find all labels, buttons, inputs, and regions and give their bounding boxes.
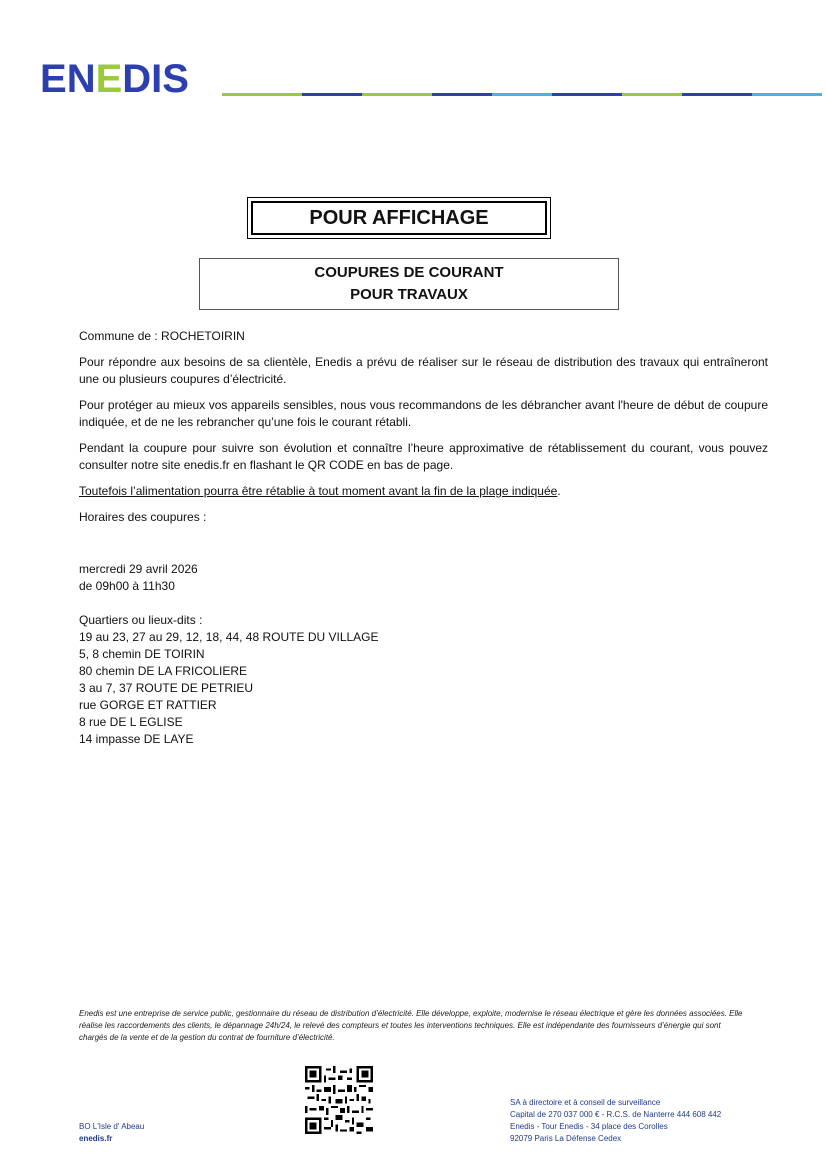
footer-left <box>79 1121 144 1145</box>
place-item: 5, 8 chemin DE TOIRIN <box>79 647 205 661</box>
legal-line: Capital de 270 037 000 € - R.C.S. de Nanterre 444 608 442 <box>510 1110 722 1119</box>
warning-text: Toutefois l’alimentation pourra être rétablie à tout moment avant la fin de la plage indiquée <box>79 484 558 498</box>
title-text: POUR AFFICHAGE <box>251 201 547 235</box>
footer-disclaimer: Enedis est une entreprise de service public, gestionnaire du réseau de distribution d’électricité. Elle développe, exploite, modernise le réseau électrique et gère les données associées. Elle réalise les raccordements des clients, le dépannage 24h/24, le relevé des compteurs et toutes les interventions techniques. Elle est indépendante des fournisseurs d’énergie qui sont chargés de la vente et de la gestion du contrat de fourniture d’électricité. <box>79 1009 743 1042</box>
place-item: 19 au 23, 27 au 29, 12, 18, 44, 48 ROUTE DU VILLAGE <box>79 630 379 644</box>
header-rule <box>222 93 822 96</box>
qr-code-icon[interactable] <box>305 1066 373 1134</box>
place-item: 8 rue DE L EGLISE <box>79 715 183 729</box>
paragraph-2: Pour protéger au mieux vos appareils sensibles, nous vous recommandons de les débrancher avant l'heure de début de coupure indiquée, et de ne les rebrancher qu’une fois le courant rétabli. <box>79 398 768 429</box>
footer-legal <box>510 1097 721 1145</box>
legal-line: 92079 Paris La Défense Cedex <box>510 1134 622 1143</box>
footer-website-link[interactable]: enedis.fr <box>79 1134 113 1143</box>
place-item: rue GORGE ET RATTIER <box>79 698 217 712</box>
legal-line: Enedis - Tour Enedis - 34 place des Corolles <box>510 1122 668 1131</box>
place-item: 14 impasse DE LAYE <box>79 732 194 746</box>
warning-end: . <box>557 484 561 498</box>
title-box <box>247 197 551 239</box>
commune: Commune de : ROCHETOIRIN <box>79 329 245 343</box>
subtitle-line-1: COUPURES DE COURANT <box>314 264 504 281</box>
places-label: Quartiers ou lieux-dits : <box>79 613 203 627</box>
logo-lettering: ENEDIS <box>40 58 189 98</box>
notice-body <box>79 328 768 748</box>
footer-office: BO L'Isle d' Abeau <box>79 1122 145 1131</box>
place-item: 3 au 7, 37 ROUTE DE PETRIEU <box>79 681 254 695</box>
schedule-time: de 09h00 à 11h30 <box>79 579 175 593</box>
schedule-date: mercredi 29 avril 2026 <box>79 562 198 576</box>
paragraph-1: Pour répondre aux besoins de sa clientèle, Enedis a prévu de réaliser sur le réseau de distribution des travaux qui entraîneront une ou plusieurs coupures d’électricité. <box>79 355 768 386</box>
schedule <box>79 561 768 595</box>
paragraph-3: Pendant la coupure pour suivre son évolution et connaître l’heure approximative de rétablissement du courant, vous pouvez consulter notre site enedis.fr en flashant le QR CODE en bas de page. <box>79 441 768 472</box>
place-item: 80 chemin DE LA FRICOLIERE <box>79 664 248 678</box>
legal-line: SA à directoire et à conseil de surveillance <box>510 1098 661 1107</box>
enedis-logo <box>40 58 216 98</box>
warning <box>79 483 768 500</box>
schedule-label: Horaires des coupures : <box>79 510 207 524</box>
subtitle-line-2: POUR TRAVAUX <box>350 286 468 303</box>
subtitle-box <box>199 258 619 310</box>
places-list <box>79 612 768 748</box>
